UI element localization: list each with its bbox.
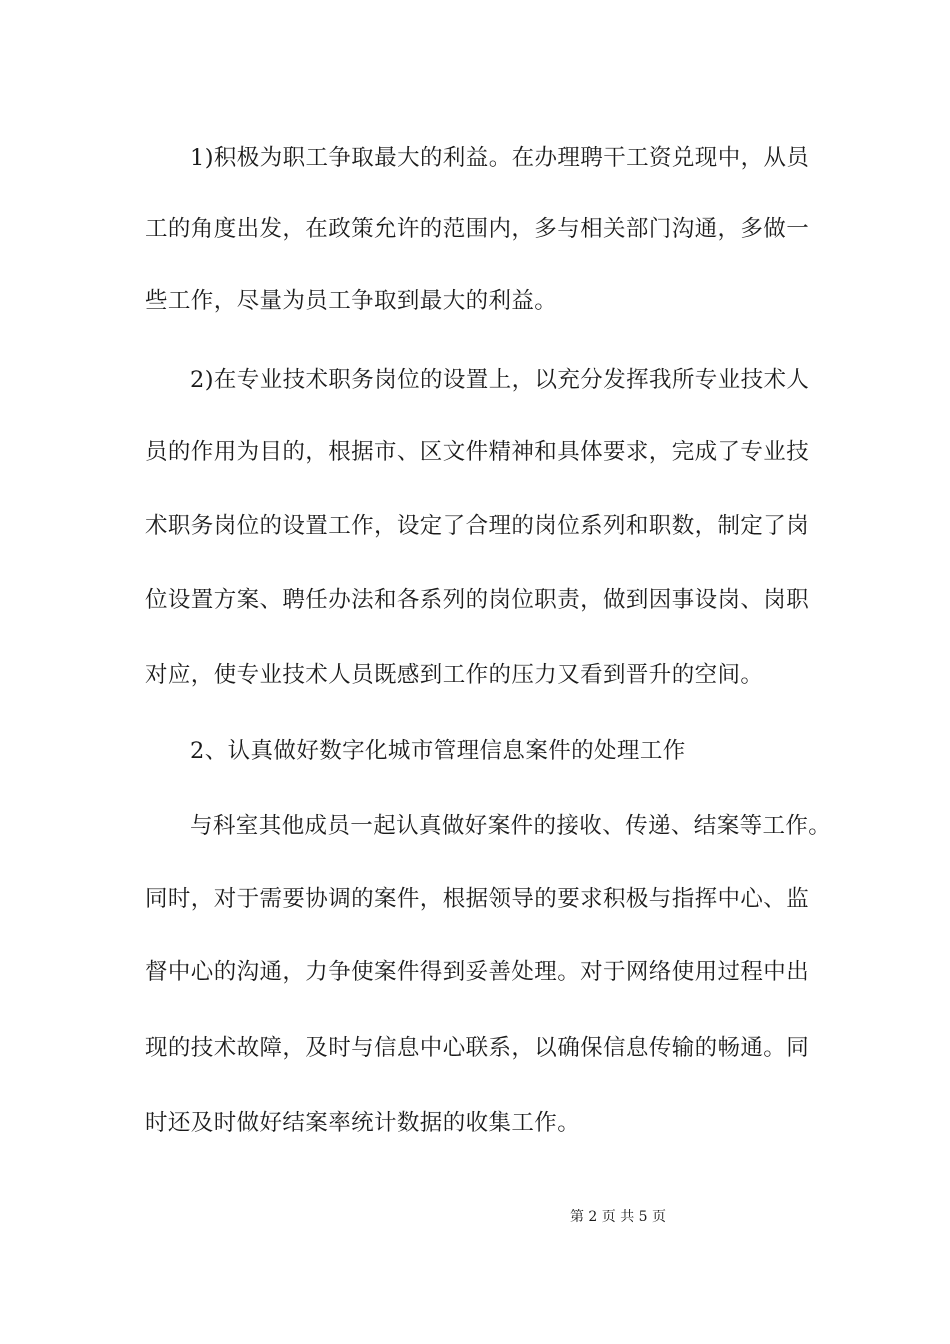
paragraph-1-line-2: 工的角度出发，在政策允许的范围内，多与相关部门沟通，多做一 — [145, 216, 810, 242]
paragraph-3-line-4: 现的技术故障，及时与信息中心联系，以确保信息传输的畅通。同 — [145, 1035, 810, 1061]
section-heading: 2、认真做好数字化城市管理信息案件的处理工作 — [190, 738, 686, 764]
page-number: 第 2 页 共 5 页 — [569, 1209, 667, 1225]
paragraph-3-line-3: 督中心的沟通，力争使案件得到妥善处理。对于网络使用过程中出 — [145, 959, 810, 985]
page-footer — [0, 1208, 950, 1226]
paragraph-2-line-2: 员的作用为目的，根据市、区文件精神和具体要求，完成了专业技 — [145, 439, 810, 465]
paragraph-3-line-5: 时还及时做好结案率统计数据的收集工作。 — [145, 1110, 581, 1136]
paragraph-3-line-1: 与科室其他成员一起认真做好案件的接收、传递、结案等工作。 — [190, 813, 832, 839]
paragraph-2-line-4: 位设置方案、聘任办法和各系列的岗位职责，做到因事设岗、岗职 — [145, 587, 810, 613]
paragraph-2-line-5: 对应，使专业技术人员既感到工作的压力又看到晋升的空间。 — [145, 662, 764, 688]
paragraph-1-line-1: 1)积极为职工争取最大的利益。在办理聘干工资兑现中，从员 — [190, 145, 810, 171]
paragraph-2-line-1: 2)在专业技术职务岗位的设置上，以充分发挥我所专业技术人 — [190, 367, 810, 393]
paragraph-2-line-3: 术职务岗位的设置工作，设定了合理的岗位系列和职数，制定了岗 — [145, 513, 810, 539]
paragraph-1-line-3: 些工作，尽量为员工争取到最大的利益。 — [145, 288, 558, 314]
paragraph-3-line-2: 同时，对于需要协调的案件，根据领导的要求积极与指挥中心、监 — [145, 886, 810, 912]
